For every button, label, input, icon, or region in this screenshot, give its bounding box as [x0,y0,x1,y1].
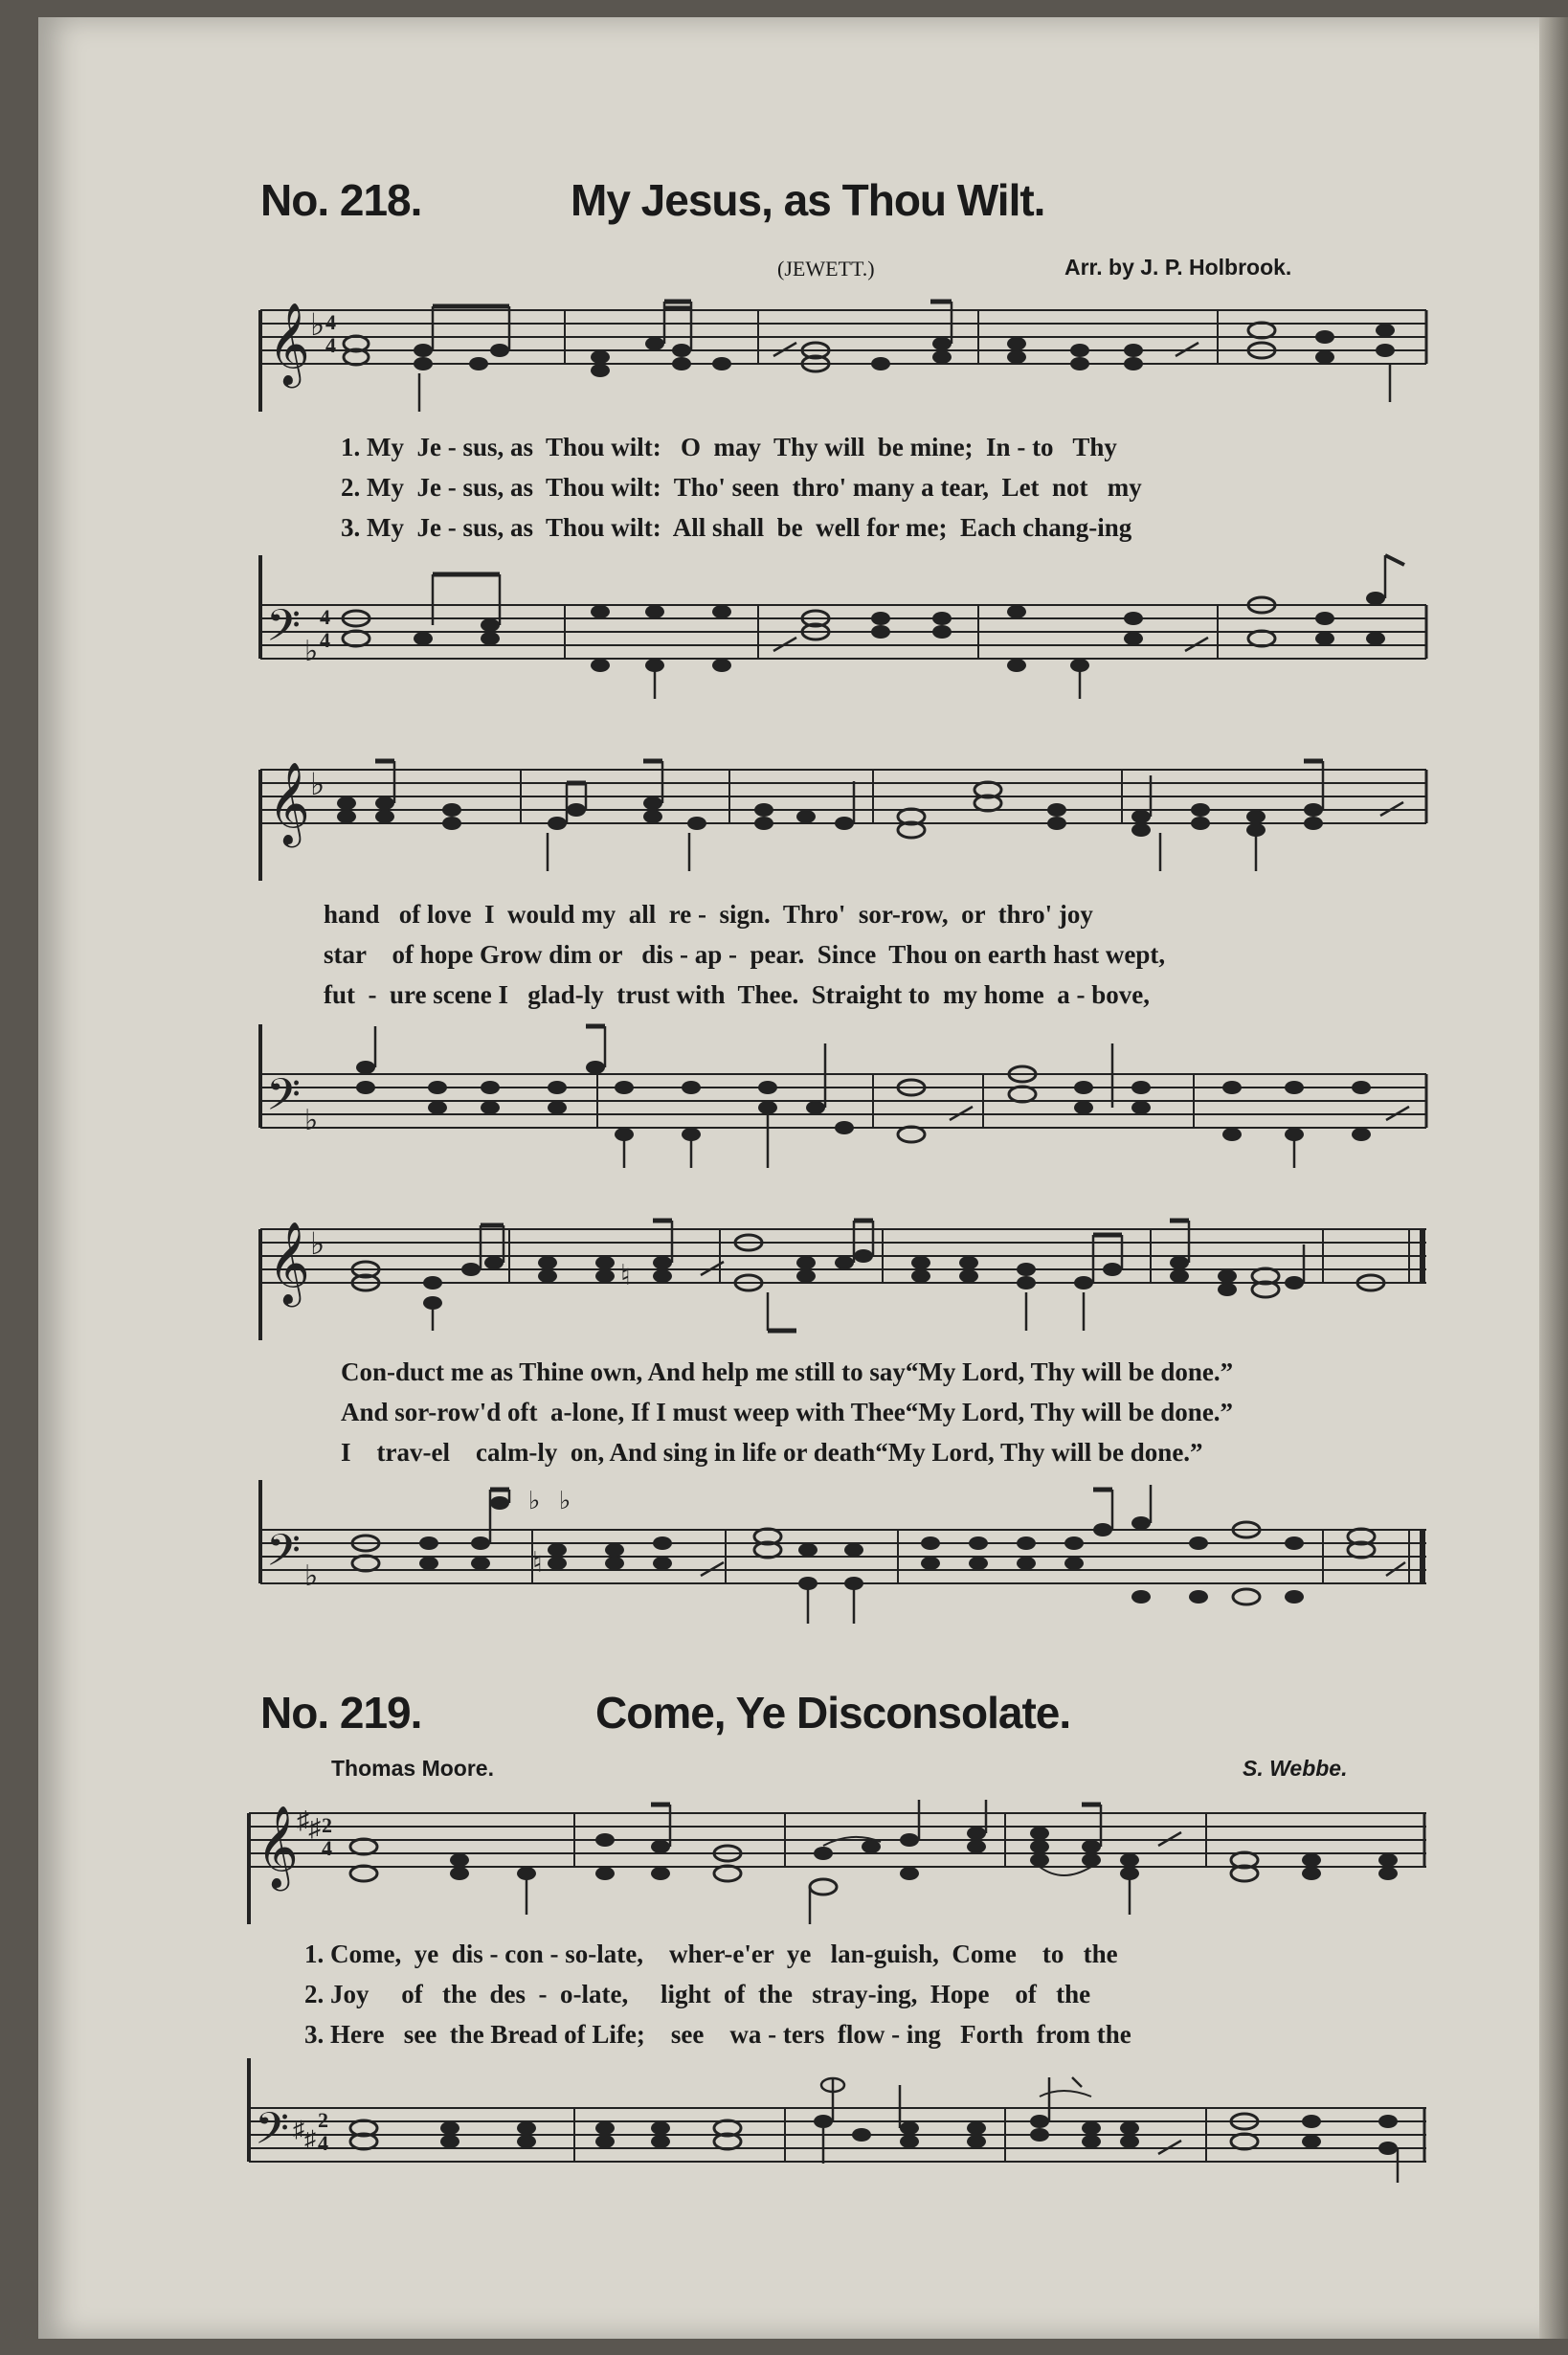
lyric-line: 3. My Je - sus, as Thou wilt: All shall be well for me; Each chang-ing [341,513,1132,542]
svg-text:♭: ♭ [310,767,325,801]
svg-text:𝄢: 𝄢 [266,1525,302,1587]
svg-text:𝄢: 𝄢 [266,600,302,662]
treble-staff [260,297,1428,412]
svg-text:𝄞: 𝄞 [268,303,310,385]
lyric-line: 2. Joy of the des - o-late, light of the stray-ing, Hope of the [304,1980,1091,2008]
treble-staff [249,1800,1426,1924]
svg-text:♭: ♭ [310,307,325,342]
composer-credit: S. Webbe. [1243,1756,1348,1781]
svg-text:𝄢: 𝄢 [255,2103,290,2165]
bass-staff [260,555,1428,708]
svg-text:𝄞: 𝄞 [268,762,310,844]
svg-text:2: 2 [318,2108,328,2132]
hymn-number: No. 218. [260,175,422,225]
svg-text:♭: ♭ [528,1487,541,1514]
svg-text:♮: ♮ [532,1547,543,1579]
bass-staff [249,2058,1426,2202]
bass-staff [260,1024,1428,1178]
svg-text:♭: ♭ [304,1105,319,1136]
svg-text:4: 4 [325,310,336,334]
lyric-line: 2. My Je - sus, as Thou wilt: Tho' seen thro' many a tear, Let not my [341,473,1142,502]
arranger-credit: Arr. by J. P. Holbrook. [1064,255,1292,280]
hymn-title: My Jesus, as Thou Wilt. [571,175,1045,225]
lyric-line: hand of love I would my all re - sign. Thro' sor-row, or thro' joy [324,900,1093,929]
lyric-line: 1. Come, ye dis - con - so-late, wher-e'er ye lan-guish, Come to the [304,1940,1118,1968]
treble-staff [260,1216,1428,1340]
hymn-number: No. 219. [260,1688,422,1738]
author-credit: Thomas Moore. [331,1756,494,1781]
bass-staff [260,1480,1428,1633]
page-edge [1539,17,1568,2339]
svg-text:4: 4 [325,333,336,357]
svg-text:4: 4 [320,628,330,652]
svg-text:4: 4 [322,1836,332,1860]
lyric-line: I trav-el calm-ly on, And sing in life or death“My Lord, Thy will be done.” [341,1438,1203,1467]
lyric-line: Con-duct me as Thine own, And help me still to say“My Lord, Thy will be done.” [341,1357,1234,1386]
svg-text:♭: ♭ [304,636,319,667]
svg-text:♯: ♯ [308,1814,321,1842]
lyric-line: 3. Here see the Bread of Life; see wa - ters flow - ing Forth from the [304,2020,1131,2049]
treble-staff [260,756,1428,881]
svg-text:4: 4 [320,605,330,629]
lyric-line: 1. My Je - sus, as Thou wilt: O may Thy will be mine; In - to Thy [341,433,1117,461]
svg-text:𝄞: 𝄞 [257,1806,299,1888]
lyric-line: fut - ure scene I glad-ly trust with Thee. Straight to my home a - bove, [324,980,1150,1009]
svg-text:𝄢: 𝄢 [266,1069,302,1132]
hymn-title: Come, Ye Disconsolate. [595,1688,1071,1738]
svg-text:♯: ♯ [304,2127,316,2152]
svg-text:♭: ♭ [559,1487,571,1514]
svg-text:4: 4 [318,2131,328,2155]
svg-text:𝄞: 𝄞 [268,1222,310,1304]
tune-name: (JEWETT.) [777,257,875,280]
lyric-line: star of hope Grow dim or dis - ap - pear. Since Thou on earth hast wept, [324,940,1166,969]
svg-text:♮: ♮ [620,1260,631,1291]
lyric-line: And sor-row'd oft a-lone, If I must weep with Thee“My Lord, Thy will be done.” [341,1398,1234,1426]
svg-text:♯: ♯ [297,1806,309,1834]
svg-text:2: 2 [322,1813,332,1837]
svg-text:♭: ♭ [310,1226,325,1261]
svg-text:♭: ♭ [304,1560,319,1592]
svg-text:♯: ♯ [293,2118,304,2142]
